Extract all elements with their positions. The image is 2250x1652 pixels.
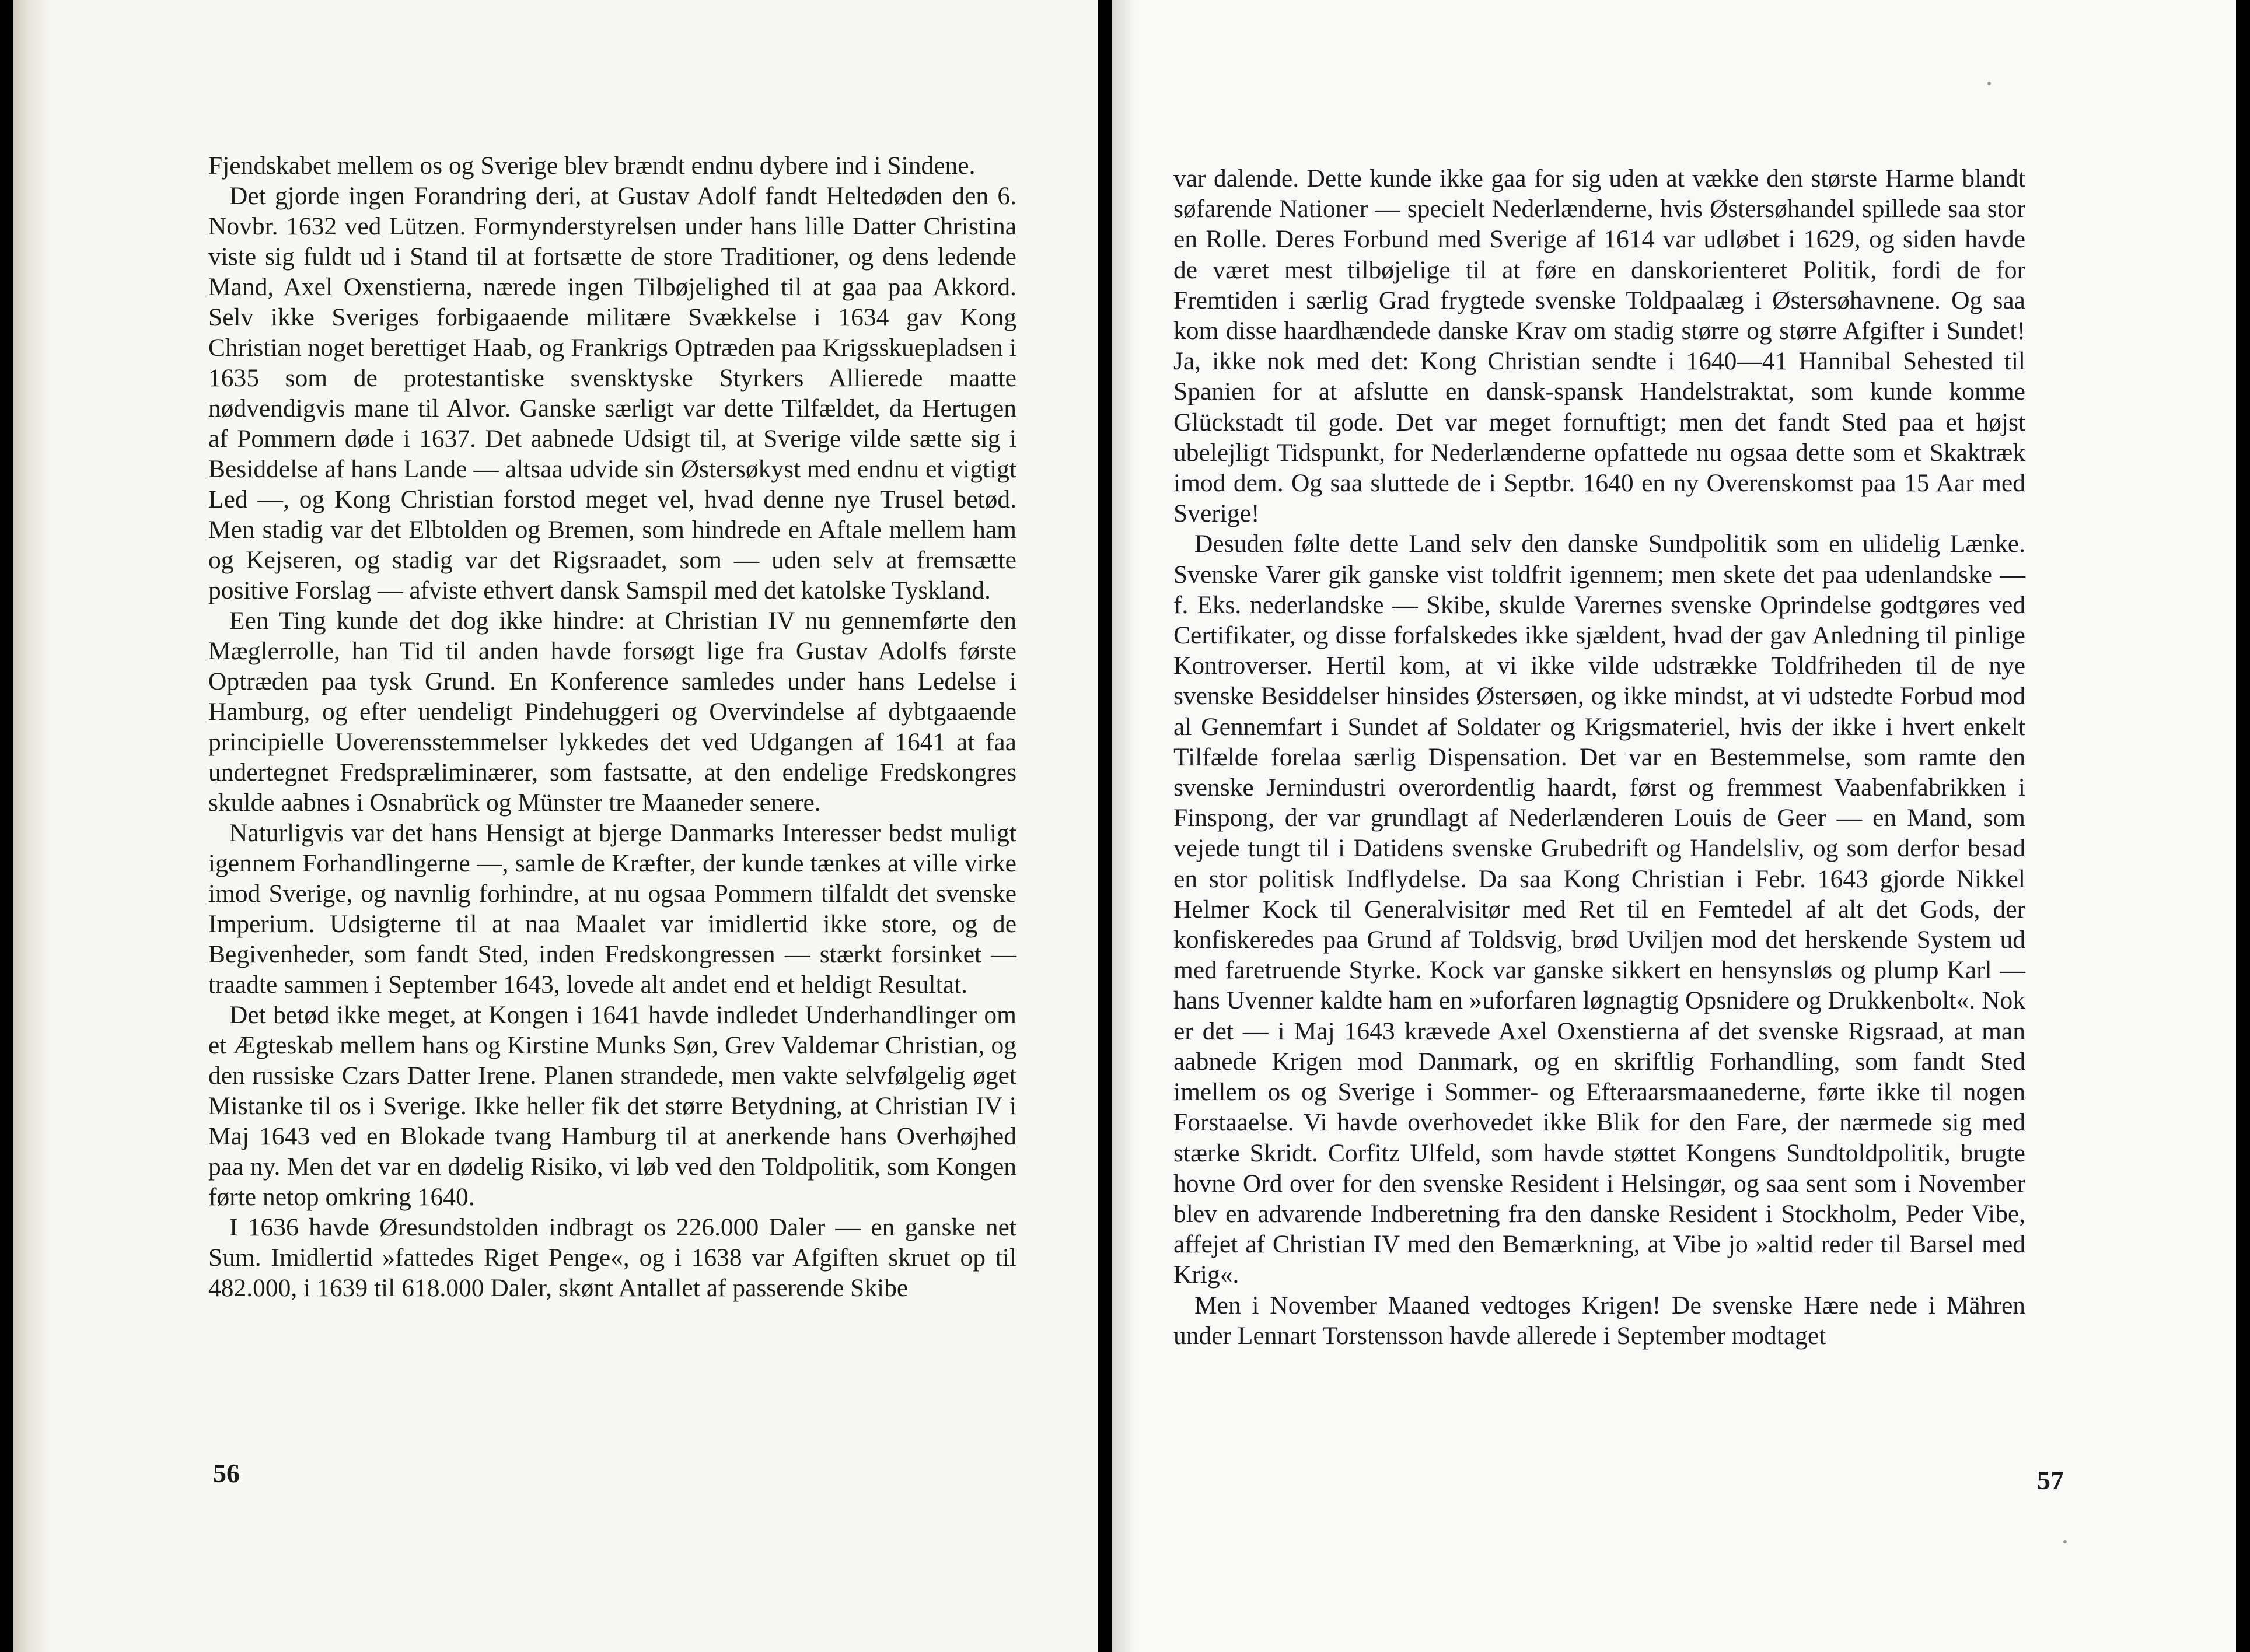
- left-page: [13, 0, 1098, 1652]
- right-page: [1112, 0, 2236, 1652]
- paragraph: Desuden følte dette Land selv den danske Sundpolitik som en ulidelig Lænke. Svenske Varer gik ganske vist toldfrit igennem; men skete det paa udenlandske — f. Eks. nederlandske — Skibe, skulde Varernes svenske Oprindelse godtgøres ved Certifikater, og disse forfalskedes ikke sjældent, hvad der gav Anledning til pinlige Kontroverser. Hertil kom, at vi ikke vilde udstrække Toldfriheden til de nye svenske Besiddelser hinsides Østersøen, og ikke mindst, at vi udstedte Forbud mod al Gennemfart i Sundet af Soldater og Krigsmateriel, hvis der ikke i hvert enkelt Tilfælde forelaa særlig Dispensation. Det var en Bestemmelse, som ramte den svenske Jernindustri overordentlig haardt, først og fremmest Vaabenfabrikken i Finspong, der var grundlagt af Nederlænderen Louis de Geer — en Mand, som vejede tungt til i Datidens svenske Grubedrift og Handelsliv, og som derfor besad en stor politisk Indflydelse. Da saa Kong Christian i Febr. 1643 gjorde Nikkel Helmer Kock til Generalvisitør med Ret til en Femtedel af alt det Gods, der konfiskeredes paa Grund af Toldsvig, brød Uviljen mod det herskende System ud med faretruende Styrke. Kock var ganske sikkert en hensynsløs og plump Karl — hans Uvenner kaldte ham en »uforfaren løgnagtig Opsnidere og Drukkenbolt«. Nok er det — i Maj 1643 krævede Axel Oxenstierna af det svenske Rigsraad, at man aabnede Krigen mod Danmark, og en skriftlig Forhandling, som fandt Sted imellem os og Sverige i Sommer- og Efteraarsmaanederne, førte ikke til nogen Forstaaelse. Vi havde overhovedet ikke Blik for den Fare, der nærmede sig med stærke Skridt. Corfitz Ulfeld, som havde støttet Kongens Sundtoldpolitik, brugte hovne Ord over for den svenske Resident i Helsingør, og saa sent som i November blev en advarende Indberetning fra den danske Resident i Stockholm, Peder Vibe, affejet af Christian IV med den Bemærkning, at Vibe jo »altid reder til Barsel med Krig«.: [1173, 530, 2025, 1289]
- paragraph: var dalende. Dette kunde ikke gaa for sig uden at vække den største Harme blandt søfarende Nationer — specielt Nederlænderne, hvis Østersøhandel spillede saa stor en Rolle. Deres Forbund med Sverige af 1614 var udløbet i 1629, og siden havde de været mest tilbøjelige til at føre en danskorienteret Politik, fordi de for Fremtiden i særlig Grad frygtede svenske Toldpaalæg i Østersøhavnene. Og saa kom disse haardhændede danske Krav om stadig større og større Afgifter i Sundet! Ja, ikke nok med det: Kong Christian sendte i 1640—41 Hannibal Sehested til Spanien for at afslutte en dansk-spansk Handelstraktat, som kunde komme Glückstadt til gode. Det var meget fornuftigt; men det fandt Sted paa et højst ubelejligt Tidspunkt, for Nederlænderne opfattede nu ogsaa dette som et Skaktræk imod dem. Og saa sluttede de i Septbr. 1640 en ny Overenskomst paa 15 Aar med Sverige!: [1173, 164, 2025, 528]
- paragraph: Naturligvis var det hans Hensigt at bjerge Danmarks Interesser bedst muligt igennem Forhandlingerne —, samle de Kræfter, der kunde tænkes at ville virke imod Sverige, og navnlig forhindre, at nu ogsaa Pommern tilfaldt det svenske Imperium. Udsigterne til at naa Maalet var imidlertid ikke store, og de Begivenheder, som fandt Sted, inden Fredskongressen — stærkt forsinket — traadte sammen i September 1643, lovede alt andet end et heldigt Resultat.: [208, 819, 1016, 999]
- paragraph: Det betød ikke meget, at Kongen i 1641 havde indledet Underhandlinger om et Ægteskab mellem hans og Kirstine Munks Søn, Grev Valdemar Christian, og den russiske Czars Datter Irene. Planen strandede, men vakte selvfølgelig øget Mistanke til os i Sverige. Ikke heller fik det større Betydning, at Christian IV i Maj 1643 ved en Blokade tvang Hamburg til at anerkende hans Overhøjhed paa ny. Men det var en dødelig Risiko, vi løb ved den Toldpolitik, som Kongen førte netop omkring 1640.: [208, 1001, 1016, 1211]
- paragraph: Men i November Maaned vedtoges Krigen! De svenske Hære nede i Mähren under Lennart Torstensson havde allerede i September modtaget: [1173, 1291, 2025, 1350]
- paper-speck: [1987, 82, 1991, 85]
- paper-speck: [2063, 1540, 2067, 1544]
- paragraph: Een Ting kunde det dog ikke hindre: at Christian IV nu gennemførte den Mæglerrolle, han Tid til anden havde forsøgt lige fra Gustav Adolfs første Optræden paa tysk Grund. En Konference samledes under hans Ledelse i Hamburg, og efter uendeligt Pindehuggeri og Overvindelse af dybtgaaende principielle Uoverensstemmelser lykkedes det ved Udgangen af 1641 at faa undertegnet Fredspræliminærer, som fastsatte, at den endelige Fredskongres skulde aabnes i Osnabrück og Münster tre Maaneder senere.: [208, 607, 1016, 817]
- right-page-body: [1173, 163, 2025, 1351]
- page-binding-shadow: [1112, 0, 1136, 1652]
- left-page-body: [208, 150, 1016, 1303]
- paragraph: Fjendskabet mellem os og Sverige blev brændt endnu dybere ind i Sindene.: [208, 152, 976, 180]
- paragraph: I 1636 havde Øresundstolden indbragt os 226.000 Daler — en ganske net Sum. Imidlertid »fattedes Riget Penge«, og i 1638 var Afgiften skruet op til 482.000, i 1639 til 618.000 Daler, skønt Antallet af passerende Skibe: [208, 1213, 1016, 1302]
- page-number: 57: [2037, 1465, 2064, 1495]
- page-binding-shadow: [13, 0, 54, 1652]
- page-number: 56: [213, 1458, 240, 1488]
- paragraph: Det gjorde ingen Forandring deri, at Gustav Adolf fandt Heltedøden den 6. Novbr. 1632 ved Lützen. Formynderstyrelsen under hans lille Datter Christina viste sig fuldt ud i Stand til at fortsætte de store Traditioner, og dens ledende Mand, Axel Oxenstierna, nærede ingen Tilbøjelighed til at gaa paa Akkord. Selv ikke Sveriges forbigaaende militære Svækkelse i 1634 gav Kong Christian noget berettiget Haab, og Frankrigs Optræden paa Krigsskuepladsen i 1635 som de protestantiske svensktyske Styrkers Allierede maatte nødvendigvis mane til Alvor. Ganske særligt var dette Tilfældet, da Hertugen af Pommern døde i 1637. Det aabnede Udsigt til, at Sverige vilde sætte sig i Besiddelse af hans Lande — altsaa udvide sin Østersøkyst med endnu et vigtigt Led —, og Kong Christian forstod meget vel, hvad denne nye Trusel betød. Men stadig var det Elbtolden og Bremen, som hindrede en Aftale mellem ham og Kejseren, og stadig var det Rigsraadet, som — uden selv at fremsætte positive Forslag — afviste ethvert dansk Samspil med det katolske Tyskland.: [208, 182, 1016, 604]
